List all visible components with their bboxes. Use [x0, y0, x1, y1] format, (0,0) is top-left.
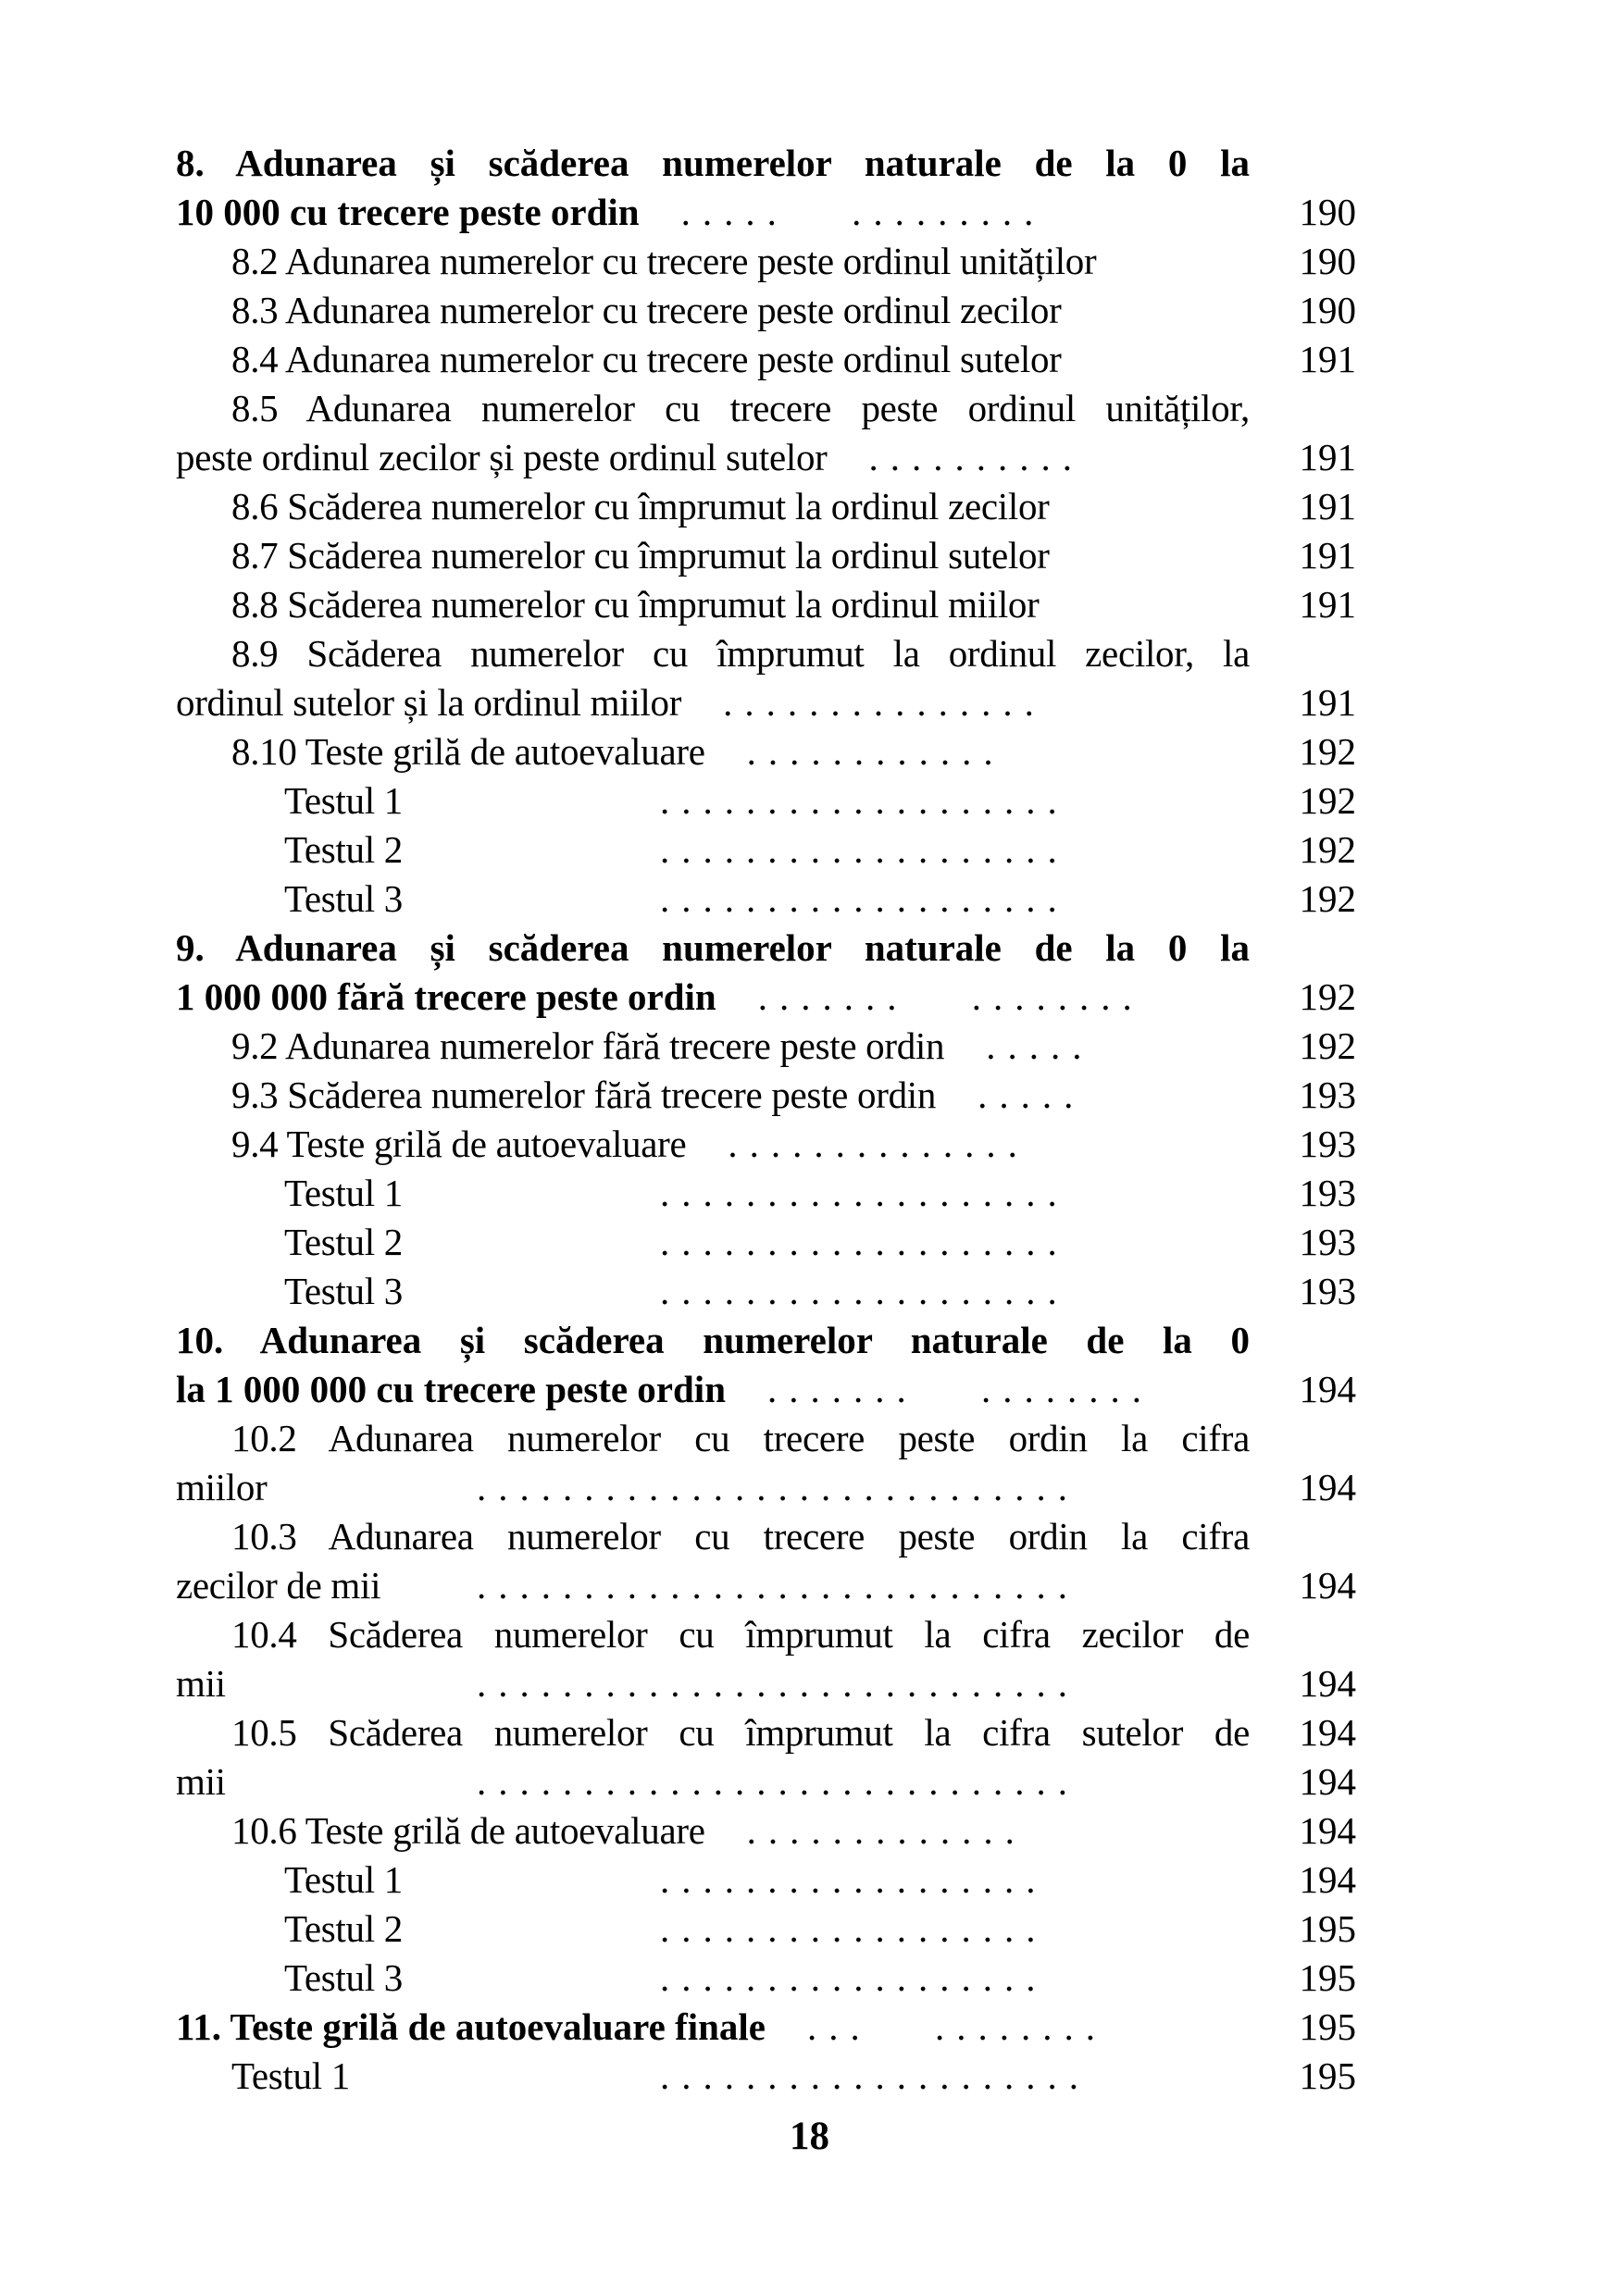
toc-entry	[176, 1561, 1356, 1610]
dot-leader: ...................	[660, 1172, 1069, 1214]
toc-entry-text: 8.4 Adunarea numerelor cu trecere peste ordinul sutelor	[231, 338, 1062, 380]
toc-entry	[176, 1071, 1356, 1120]
toc-page-number: 194	[1299, 1662, 1356, 1705]
dot-leader: ....................	[660, 2054, 1090, 2097]
dot-leader: ....... ........	[757, 975, 1144, 1018]
toc-entry	[176, 1120, 1356, 1169]
toc-entry	[176, 2003, 1356, 2052]
toc-entry	[176, 335, 1356, 384]
toc-page-number: 194	[1299, 1466, 1356, 1508]
dot-leader: ............	[746, 730, 1005, 773]
toc-entry-text: 8. Adunarea și scăderea numerelor naturale de la 0 la	[176, 142, 1250, 184]
toc-entry	[176, 1267, 1356, 1316]
toc-entry	[176, 1757, 1356, 1806]
toc-page-number: 195	[1299, 2054, 1356, 2097]
toc-entry	[176, 1512, 1356, 1561]
toc-page-number: 195	[1299, 1907, 1356, 1950]
toc-page-number: 193	[1299, 1221, 1356, 1263]
toc-entry	[176, 1905, 1356, 1954]
toc-entry	[176, 875, 1356, 924]
toc-page-number: 194	[1299, 1858, 1356, 1901]
toc-entry-text: 8.5 Adunarea numerelor cu trecere peste ordinul unităților,	[231, 387, 1250, 429]
dot-leader: ...................	[660, 877, 1069, 920]
toc-entry-text: Testul 2	[284, 1907, 403, 1950]
toc-page-number: 192	[1299, 779, 1356, 822]
toc-entry-text: 9.3 Scăderea numerelor fără trecere peste ordin	[231, 1074, 937, 1116]
dot-leader: ..... .........	[680, 191, 1046, 233]
toc-entry	[176, 1169, 1356, 1218]
toc-entry-text: Testul 3	[284, 1956, 403, 1999]
toc-entry	[176, 433, 1356, 482]
toc-entry	[176, 237, 1356, 286]
toc-entry-text: mii	[176, 1662, 226, 1705]
toc-entry-text: Testul 3	[284, 877, 403, 920]
toc-page-number: 193	[1299, 1074, 1356, 1116]
toc-entry-text: 10 000 cu trecere peste ordin	[176, 191, 640, 233]
toc-entry	[176, 1659, 1356, 1708]
dot-leader: ...................	[660, 779, 1069, 822]
toc-entry	[176, 678, 1356, 727]
toc-entry-text: Testul 1	[284, 1858, 403, 1901]
toc-entry-text: 8.2 Adunarea numerelor cu trecere peste ordinul unităților	[231, 240, 1097, 282]
toc-entry-text: Testul 3	[284, 1270, 403, 1312]
toc-page-number: 194	[1299, 1809, 1356, 1852]
toc-page-number: 195	[1299, 2005, 1356, 2048]
toc-page-number: 195	[1299, 1956, 1356, 1999]
toc-entry-text: 10.4 Scăderea numerelor cu împrumut la cifra zecilor de	[231, 1613, 1250, 1656]
dot-leader: ..................	[660, 1956, 1048, 1999]
toc-entry-text: 8.9 Scăderea numerelor cu împrumut la ordinul zecilor, la	[231, 632, 1250, 675]
toc-page-number: 191	[1299, 534, 1356, 577]
toc-entry-text: Testul 2	[284, 828, 403, 871]
toc-page-number: 193	[1299, 1123, 1356, 1165]
dot-leader: ...................	[660, 1221, 1069, 1263]
toc-entry-text: Testul 1	[231, 2054, 350, 2097]
dot-leader: .............	[746, 1809, 1027, 1852]
toc-entry	[176, 482, 1356, 531]
toc-entry	[176, 286, 1356, 335]
dot-leader: ............................	[477, 1662, 1079, 1705]
dot-leader: ..........	[868, 436, 1085, 478]
toc-page-number: 192	[1299, 1024, 1356, 1067]
toc-entry-text: 8.6 Scăderea numerelor cu împrumut la ordinul zecilor	[231, 485, 1050, 527]
dot-leader: ............................	[477, 1466, 1079, 1508]
toc-entry	[176, 1365, 1356, 1414]
toc-entry	[176, 1708, 1356, 1757]
toc-entry	[176, 1806, 1356, 1855]
toc-page-number: 191	[1299, 436, 1356, 478]
toc-entry-text: 9.4 Teste grilă de autoevaluare	[231, 1123, 687, 1165]
toc-entry-text: 8.8 Scăderea numerelor cu împrumut la ordinul miilor	[231, 583, 1040, 626]
toc-entry-text: 11. Teste grilă de autoevaluare finale	[176, 2005, 766, 2048]
toc-page-number: 191	[1299, 338, 1356, 380]
toc-entry	[176, 188, 1356, 237]
toc-page-number: 192	[1299, 828, 1356, 871]
dot-leader: ............................	[477, 1564, 1079, 1607]
toc-entry	[176, 1855, 1356, 1905]
dot-leader: ..................	[660, 1858, 1048, 1901]
toc-page-number: 193	[1299, 1270, 1356, 1312]
toc-entry-text: 8.7 Scăderea numerelor cu împrumut la ordinul sutelor	[231, 534, 1050, 577]
toc-page-number: 194	[1299, 1368, 1356, 1410]
toc-entry-text: 8.3 Adunarea numerelor cu trecere peste ordinul zecilor	[231, 289, 1062, 331]
toc-entry-text: 10.2 Adunarea numerelor cu trecere peste ordin la cifra	[231, 1417, 1250, 1459]
toc-entry	[176, 139, 1356, 188]
toc-entry-text: Testul 1	[284, 1172, 403, 1214]
dot-leader: .....	[986, 1024, 1094, 1067]
dot-leader: ............................	[477, 1760, 1079, 1803]
toc-entry	[176, 1463, 1356, 1512]
toc-entry	[176, 1316, 1356, 1365]
toc-entry-text: 9.2 Adunarea numerelor fără trecere peste ordin	[231, 1024, 945, 1067]
toc-page-number: 194	[1299, 1711, 1356, 1754]
toc-page-number: 190	[1299, 191, 1356, 233]
toc-entry	[176, 531, 1356, 580]
toc-entry	[176, 776, 1356, 825]
toc-entry-text: 10.5 Scăderea numerelor cu împrumut la cifra sutelor de	[231, 1711, 1250, 1754]
toc-entry-text: 9. Adunarea și scăderea numerelor naturale de la 0 la	[176, 926, 1250, 969]
toc-page-number: 192	[1299, 877, 1356, 920]
toc-page-number: 192	[1299, 730, 1356, 773]
toc-entry	[176, 1022, 1356, 1071]
toc-entry-text: miilor	[176, 1466, 268, 1508]
toc-entry-text: zecilor de mii	[176, 1564, 381, 1607]
toc-page-number: 194	[1299, 1760, 1356, 1803]
toc-entry-text: la 1 000 000 cu trecere peste ordin	[176, 1368, 726, 1410]
toc-page-number: 191	[1299, 485, 1356, 527]
dot-leader: ...................	[660, 828, 1069, 871]
toc-entry	[176, 1414, 1356, 1463]
dot-leader: ...............	[723, 681, 1046, 724]
toc-page-number: 190	[1299, 240, 1356, 282]
dot-leader: ..................	[660, 1907, 1048, 1950]
toc-entry	[176, 973, 1356, 1022]
toc-page-number: 191	[1299, 583, 1356, 626]
toc-entry-text: 10. Adunarea și scăderea numerelor naturale de la 0	[176, 1319, 1250, 1361]
toc-page-number: 191	[1299, 681, 1356, 724]
dot-leader: .....	[978, 1074, 1086, 1116]
toc-entry	[176, 580, 1356, 629]
toc-entry-text: 10.3 Adunarea numerelor cu trecere peste ordin la cifra	[231, 1515, 1250, 1558]
toc-entry	[176, 1610, 1356, 1659]
toc-entry	[176, 924, 1356, 973]
page-footer-number: 18	[790, 2115, 829, 2158]
toc-entry	[176, 1218, 1356, 1267]
toc-entry-text: 8.10 Teste grilă de autoevaluare	[231, 730, 705, 773]
toc-page-number: 193	[1299, 1172, 1356, 1214]
toc-list	[176, 139, 1356, 2101]
toc-entry-text: Testul 1	[284, 779, 403, 822]
dot-leader: ...................	[660, 1270, 1069, 1312]
toc-entry	[176, 629, 1356, 678]
toc-entry-text: mii	[176, 1760, 226, 1803]
toc-entry	[176, 2052, 1356, 2101]
dot-leader: ... ........	[807, 2005, 1108, 2048]
toc-entry-text: ordinul sutelor și la ordinul miilor	[176, 681, 682, 724]
toc-entry	[176, 1954, 1356, 2003]
toc-entry	[176, 727, 1356, 776]
toc-page-number: 194	[1299, 1564, 1356, 1607]
toc-entry	[176, 825, 1356, 875]
toc-entry-text: 1 000 000 fără trecere peste ordin	[176, 975, 716, 1018]
toc-page-number: 190	[1299, 289, 1356, 331]
dot-leader: ....... ........	[767, 1368, 1153, 1410]
toc-entry-text: 10.6 Teste grilă de autoevaluare	[231, 1809, 705, 1852]
toc-entry	[176, 384, 1356, 433]
toc-entry-text: peste ordinul zecilor și peste ordinul sutelor	[176, 436, 828, 478]
toc-page-number: 192	[1299, 975, 1356, 1018]
toc-entry-text: Testul 2	[284, 1221, 403, 1263]
dot-leader: ..............	[728, 1123, 1029, 1165]
